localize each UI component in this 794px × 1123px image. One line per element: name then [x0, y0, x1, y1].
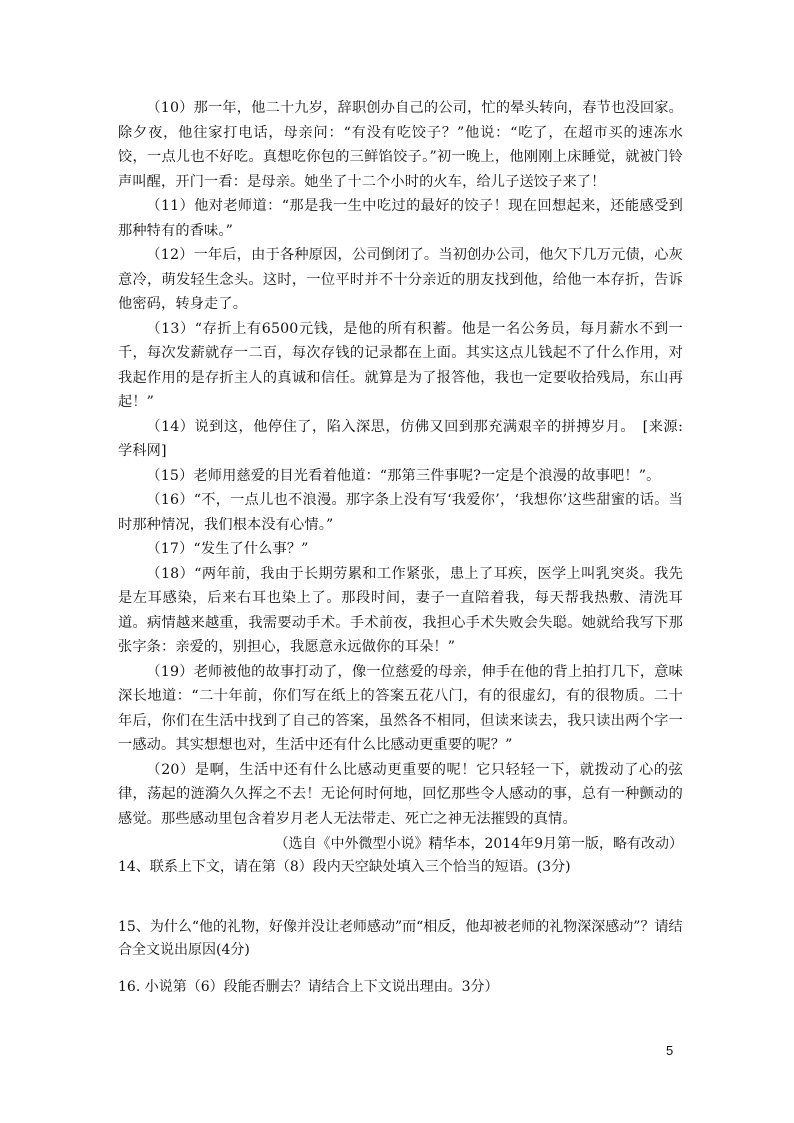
source-note: （选自《中外微型小说》精华本，2014年9月第一版，略有改动） [274, 836, 683, 852]
paragraph-11: （11）他对老师道：“那是我一生中吃过的最好的饺子！现在回想起来，还能感受到那种特有的香味。” [118, 198, 683, 239]
document-page [118, 96, 683, 995]
page-number: 5 [666, 1043, 674, 1058]
paragraph-15: （15）老师用慈爱的目光看着他道：“那第三件事呢?一定是个浪漫的故事吧！”。 [146, 467, 661, 484]
paragraph-14: （14）说到这，他停住了，陷入深思，仿佛又回到那充满艰辛的拼搏岁月。 [来源:学科网] [118, 418, 683, 459]
paragraph-16: （16）“不，一点儿也不浪漫。那字条上没有写‘我爱你’，‘我想你’这些甜蜜的话。当时那种情况，我们根本没有心情。” [118, 492, 683, 533]
paragraph-18: （18）“两年前，我由于长期劳累和工作紧张，患上了耳疾，医学上叫乳突炎。我先是左耳感染，后来右耳也染上了。那段时间，妻子一直陪着我，每天帮我热敷、清洗耳道。病情越来越重，我需要动手术。手术前夜，我担心手术失败会失聪。她就给我写下那张字条：亲爱的，别担心，我愿意永远做你的耳朵！” [118, 565, 683, 655]
question-16: 16. 小说第（6）段能否删去？请结合上下文说出理由。3分） [118, 979, 499, 995]
paragraph-13: （13）“存折上有6500元钱，是他的所有积蓄。他是一名公务员，每月薪水不到一千，每次发薪就存一二百，每次存钱的记录都在上面。其实这点儿钱起不了什么作用，对我起作用的是存折主人的真诚和信任。就算是为了报答他，我也一定要收拾残局，东山再起！” [118, 320, 683, 410]
paragraph-10: （10）那一年，他二十九岁，辞职创办自己的公司，忙的晕头转向，春节也没回家。除夕夜，他往家打电话，母亲问：“有没有吃饺子？”他说：“吃了，在超市买的速冻水饺，一点儿也不好吃。真想吃你包的三鲜馅饺子。”初一晚上，他刚刚上床睡觉，就被门铃声叫醒，开门一看：是母亲。她坐了十二个小时的火车，给儿子送饺子来了！ [118, 100, 683, 190]
question-15: 15、为什么“他的礼物，好像并没让老师感动”而“相反，他却被老师的礼物深深感动”？请结合全文说出原因(4分) [118, 919, 683, 958]
paragraph-20: （20）是啊，生活中还有什么比感动更重要的呢！它只轻轻一下，就拨动了心的弦律，荡起的涟漪久久挥之不去！无论何时何地，回忆那些令人感动的事，总有一种颤动的感觉。那些感动里包含着岁月老人无法带走、死亡之神无法摧毁的真情。 [118, 761, 683, 827]
question-14: 14、联系上下文，请在第（8）段内天空缺处填入三个恰当的短语。(3分) [118, 859, 571, 875]
paragraph-12: （12）一年后，由于各种原因，公司倒闭了。当初创办公司，他欠下几万元债，心灰意冷，萌发轻生念头。这时，一位平时并不十分亲近的朋友找到他，给他一本存折，告诉他密码，转身走了。 [118, 247, 683, 312]
paragraph-19: （19）老师被他的故事打动了，像一位慈爱的母亲，伸手在他的背上拍打几下，意味深长地道：“二十年前，你们写在纸上的答案五花八门，有的很虚幻，有的很物质。二十年后，你们在生活中找到了自己的答案，虽然各不相同，但读来读去，我只读出两个字一一感动。其实想想也对，生活中还有什么比感动更重要的呢？” [118, 663, 683, 753]
paragraph-17: （17）“发生了什么事？” [146, 541, 309, 557]
